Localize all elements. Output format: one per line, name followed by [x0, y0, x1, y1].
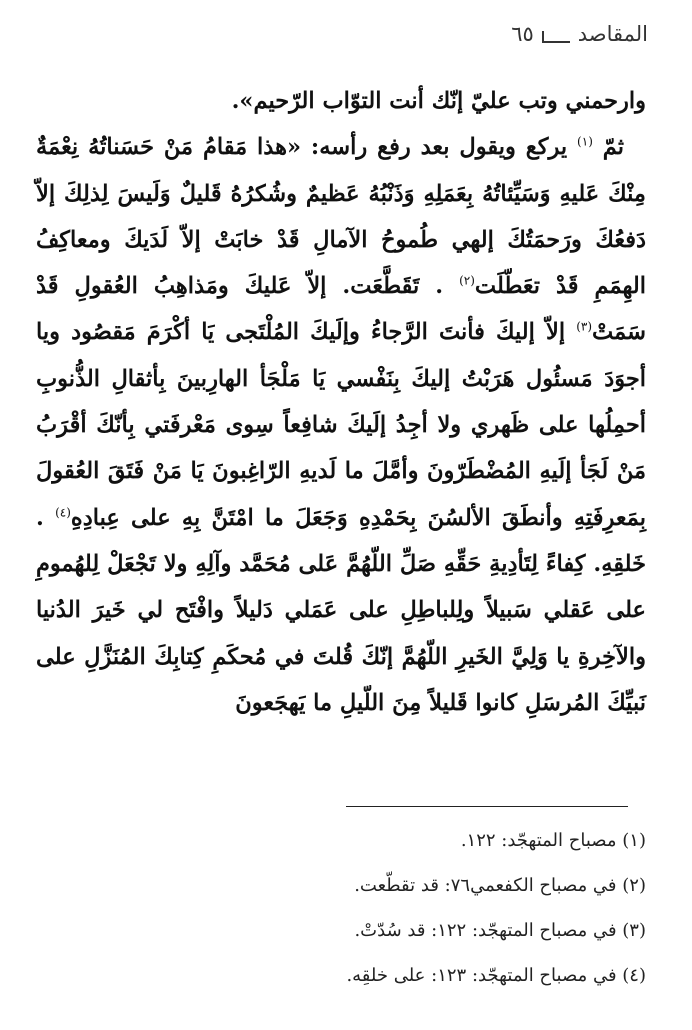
running-header: [511, 22, 648, 46]
paragraph-1: وارحمني وتب عليّ إنّك أنت التوّاب الرّحيم».: [231, 88, 646, 114]
footnote-ref-4: (٤): [55, 505, 71, 520]
footnote-1: (١) مصباح المتهجّد: ١٢٢.: [460, 830, 646, 851]
paragraph-2-part-2: يركع ويقول بعد رفع رأسه: «هذا مَقامُ مَنْ حَسَناتُهُ نِعْمَةٌ مِنْكَ عَليهِ وَسَيِّئاتُهُ بِعَمَلِهِ وَذَنْبُهُ عَظيمٌ وشُكرُهُ قَليلٌ وَلَيسَ لِذلِكَ إلاّ دَفعُكَ ورَحمَتُكَ إلهي طُموحُ الآمالِ قَدْ خابَتْ إلاّ لَدَيكَ ومعاكِفُ الهِمَمِ قَدْ تعَطّلَت: [36, 134, 646, 300]
header-title: المقاصد: [577, 22, 648, 46]
footnote-4: (٤) في مصباح المتهجّد: ١٢٣: على خلقِه.: [346, 965, 646, 986]
header-separator-mark: [542, 31, 570, 43]
paragraph-2-part-3: . تَقَطَّعَت. إلاّ عَليكَ ومَذاهِبُ العُقولِ قَدْ سَمَتْ: [36, 273, 646, 346]
paragraph-2-part-4: إلاّ إليكَ فأنتَ الرَّجاءُ وإلَيكَ المُلْتَجى يَا أكْرَمَ مَقصُود ويا أجوَدَ مَسئُول هَرَبْتُ إليكَ بِنَفْسي يَا مَلْجَأ الهارِبينَ بِأثقالِ الذُّنوبِ أحمِلُها على ظَهري ولا أجِدُ إلَيكَ شافِعاً سِوى مَعْرفَتي بِأنّكَ أقْرَبُ مَنْ لَجَأ إلَيهِ المُضْطَرّونَ وأمَّلَ ما لَديهِ الرّاغِبونَ يَا مَنْ فَتَقَ العُقولَ بِمَعرِفَتِهِ وأنطَقَ الألسُنَ بِحَمْدِهِ وَجَعَلَ ما امْتَنَّ بِهِ على عِبادِهِ: [36, 319, 646, 531]
main-text: [36, 78, 646, 726]
paragraph-2: [36, 124, 646, 726]
footnote-2: (٢) في مصباح الكفعمي٧٦: قد تقطّعت.: [354, 875, 646, 896]
footnote-ref-2: (٢): [459, 273, 475, 288]
footnote-3: (٣) في مصباح المتهجّد: ١٢٢: قد سُدّتْ.: [354, 920, 646, 941]
footnote-ref-3: (٣): [576, 319, 593, 334]
page-number: ٦٥: [511, 22, 534, 46]
footnotes: [46, 818, 646, 998]
footnote-divider: [346, 806, 628, 807]
paragraph-2-part-1: ثمّ: [602, 134, 625, 161]
footnote-ref-1: (١): [577, 134, 593, 149]
paragraph-2-part-5: . خَلقِهِ. كِفاءً لِتَأدِيةِ حَقِّهِ صَلِّ اللّهُمَّ عَلى مُحَمَّد وآلِهِ ولا تَجْعَلْ لِلهُمومِ على عَقلي سَبيلاً ولِلباطِلِ على عَمَلي دَليلاً وافْتَح لي خَيرَ الدُنيا والآخِرةِ يا وَلِيَّ الخَيرِ اللّهُمَّ إنّكَ قُلتَ في مُحكَمِ كِتابِكَ المُنَزَّلِ على نَبيِّكَ المُرسَلِ كانوا قَليلاً مِنَ اللّيلِ ما يَهجَعونَ: [36, 504, 646, 716]
